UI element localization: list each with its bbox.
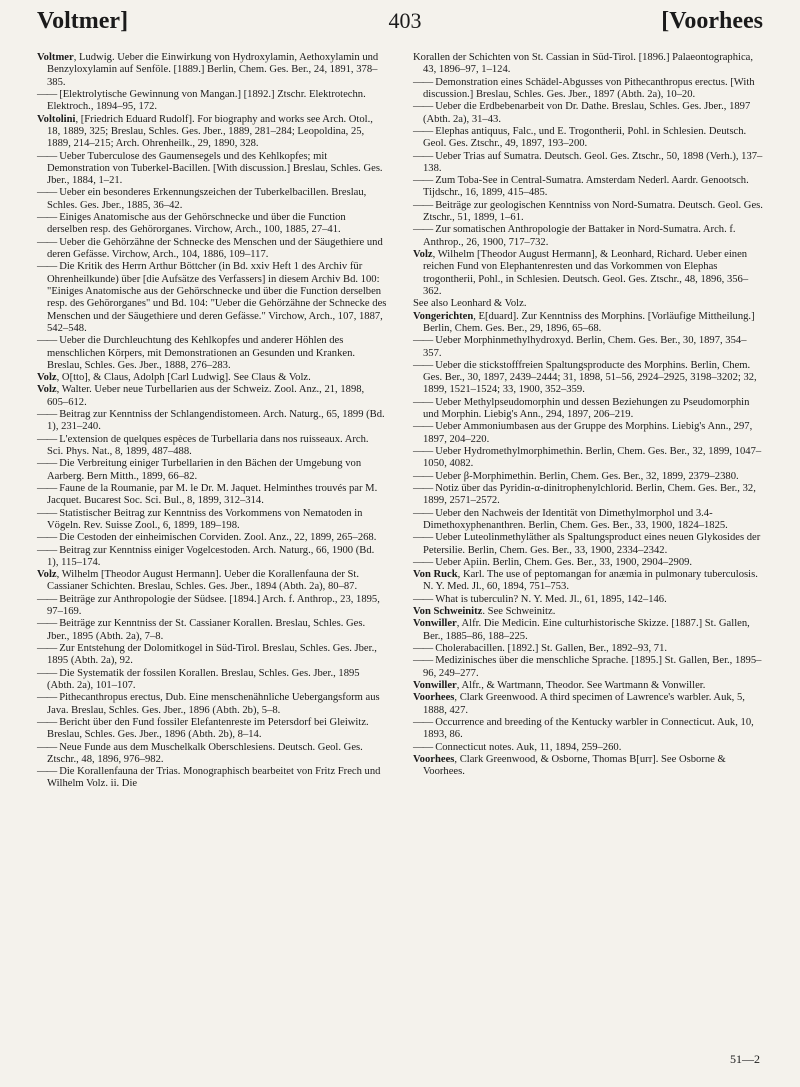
bibliography-entry: Volz, O[tto], & Claus, Adolph [Carl Ludwig]. See Claus & Volz. bbox=[37, 372, 311, 384]
entry-author: Voorhees bbox=[413, 753, 455, 765]
bibliography-subentry: —— Ueber den Nachweis der Identität von Dimethylmorphol und 3.4-Dimethoxyphenanthren. Berlin, Chem. Ges. Ber., 33, 1900, 1824–1825. bbox=[413, 508, 763, 533]
bibliography-subentry: —— Demonstration eines Schädel-Abgusses von Pithecanthropus erectus. [With discussion.] Breslau, Schles. Ges. Jber., 1897 (Abth. 2a), 10–20. bbox=[413, 77, 763, 102]
bibliography-subentry: —— Einiges Anatomische aus der Gehörschnecke und über die Function derselben resp. des Gehörorganes. Virchow, Arch., 100, 1885, 27–41. bbox=[37, 212, 387, 237]
bibliography-subentry: —— Die Kritik des Herrn Arthur Böttcher (in Bd. xxiv Heft 1 des Archiv für Ohrenheilkunde) über [die Aufsätze des Verfassers] in diesem Archiv Bd. 100: "Einiges Anatomische aus der Gehörschnecke und über die Function derselben resp. des Gehörorganes" und Bd. 104: "Ueber die Gehörzähne der Schnecke des Menschen und der Säugethiere und deren Gefässe." Virchow, Arch., 107, 1887, 542–548. bbox=[37, 261, 387, 335]
entry-author: Voltolini bbox=[37, 113, 76, 125]
bibliography-subentry: —— What is tuberculin? N. Y. Med. Jl., 61, 1895, 142–146. bbox=[413, 594, 763, 606]
bibliography-subentry: —— Medizinisches über die menschliche Sprache. [1895.] St. Gallen, Ber., 1895–96, 249–277. bbox=[413, 655, 763, 680]
entry-author: Voorhees bbox=[413, 692, 455, 704]
bibliography-entry: Voltolini, [Friedrich Eduard Rudolf]. For biography and works see Arch. Otol., 18, 1889, 325; Breslau, Schles. Ges. Jber., 1889, 281–284; Leopoldina, 25, 1889, 214–215; Arch. Ohrenheilk., 29, 1890, 328. bbox=[37, 113, 373, 150]
bibliography-entry: Voorhees, Clark Greenwood. A third specimen of Lawrence's warbler. Auk, 5, 1888, 427. bbox=[413, 692, 745, 716]
bibliography-subentry: —— Ueber Tuberculose des Gaumensegels und des Kehlkopfes; mit Demonstration von Tuberkel-Bacillen. [With discussion.] Breslau, Schles. Ges. Jber., 1884, 1–21. bbox=[37, 151, 387, 188]
bibliography-entry: Voorhees, Clark Greenwood, & Osborne, Thomas B[urr]. See Osborne & Voorhees. bbox=[413, 753, 726, 778]
bibliography-subentry: —— Notiz über das Pyridin-α-dinitrophenylchlorid. Berlin, Chem. Ges. Ber., 32, 1899, 2571–2572. bbox=[413, 483, 763, 508]
bibliography-subentry: —— Faune de la Roumanie, par M. le Dr. M. Jaquet. Helminthes trouvés par M. Jacquet. Bucarest Soc. Sci. Bul., 8, 1899, 312–314. bbox=[37, 483, 387, 508]
entry-author: Volz bbox=[37, 569, 57, 581]
bibliography-subentry: —— Ueber Methylpseudomorphin und dessen Beziehungen zu Pseudomorphin und Morphin. Liebig's Ann., 294, 1897, 206–219. bbox=[413, 397, 763, 422]
bibliography-entry: Volz, Wilhelm [Theodor August Hermann]. Ueber die Korallenfauna der St. Cassianer Schichten. Breslau, Schles. Ges. Jber., 1894 (Abth. 2a), 80–87. bbox=[37, 569, 360, 593]
bibliography-subentry: —— Ueber Trias auf Sumatra. Deutsch. Geol. Ges. Ztschr., 50, 1898 (Verh.), 137–138. bbox=[413, 151, 763, 176]
signature-mark: 51—2 bbox=[730, 1052, 760, 1066]
bibliography-subentry: —— Cholerabacillen. [1892.] St. Gallen, Ber., 1892–93, 71. bbox=[413, 643, 763, 655]
bibliography-subentry: —— Beiträge zur Anthropologie der Südsee. [1894.] Arch. f. Anthrop., 23, 1895, 97–169. bbox=[37, 594, 387, 619]
left-column bbox=[37, 52, 387, 791]
bibliography-subentry: —— Ueber die Erdbebenarbeit von Dr. Dathe. Breslau, Schles. Ges. Jber., 1897 (Abth. 2a), 31–43. bbox=[413, 101, 763, 126]
bibliography-subentry: —— Ueber Morphinmethylhydroxyd. Berlin, Chem. Ges. Ber., 30, 1897, 354–357. bbox=[413, 335, 763, 360]
entry-author: Voltmer bbox=[37, 52, 74, 63]
header-right: [Voorhees bbox=[661, 8, 763, 34]
bibliography-subentry: —— Beitrag zur Kenntniss einiger Vogelcestoden. Arch. Naturg., 66, 1900 (Bd. 1), 115–174. bbox=[37, 545, 387, 570]
entry-author: Volz bbox=[413, 249, 433, 260]
entry-author: Vongerichten bbox=[413, 310, 474, 322]
entry-author: Volz bbox=[37, 384, 57, 396]
bibliography-subentry: —— Beitrag zur Kenntniss der Schlangendistomeen. Arch. Naturg., 65, 1899 (Bd. 1), 231–240. bbox=[37, 409, 387, 434]
bibliography-entry: See also Leonhard & Volz. bbox=[413, 298, 527, 310]
bibliography-entry: Korallen der Schichten von St. Cassian in Süd-Tirol. [1896.] Palaeontographica, 43, 1896–97, 1–124. bbox=[413, 52, 754, 76]
bibliography-subentry: —— Beiträge zur geologischen Kenntniss von Nord-Sumatra. Deutsch. Geol. Ges. Ztschr., 51, 1899, 1–61. bbox=[413, 200, 763, 225]
bibliography-subentry: —— Beiträge zur Kenntniss der St. Cassianer Korallen. Breslau, Schles. Ges. Jber., 1895 (Abth. 2a), 7–8. bbox=[37, 618, 387, 643]
right-column bbox=[413, 52, 763, 778]
bibliography-subentry: —— Statistischer Beitrag zur Kenntniss des Vorkommens von Nematoden in Vögeln. Rev. Suisse Zool., 6, 1899, 189–198. bbox=[37, 508, 387, 533]
bibliography-subentry: —— Pithecanthropus erectus, Dub. Eine menschenähnliche Uebergangsform aus Java. Breslau, Schles. Ges. Jber., 1896 (Abth. 2b), 5–8. bbox=[37, 692, 387, 717]
bibliography-subentry: —— Die Cestoden der einheimischen Corviden. Zool. Anz., 22, 1899, 265–268. bbox=[37, 532, 387, 544]
bibliography-subentry: —— Zum Toba-See in Central-Sumatra. Amsterdam Nederl. Aardr. Genootsch. Tijdschr., 16, 1899, 415–485. bbox=[413, 175, 763, 200]
page-number: 403 bbox=[388, 8, 422, 33]
bibliography-subentry: —— [Elektrolytische Gewinnung von Mangan.] [1892.] Ztschr. Elektrotechn. Elektroch., 1894–95, 172. bbox=[37, 89, 387, 114]
bibliography-entry: Von Ruck, Karl. The use of peptomangan for anæmia in pulmonary tuberculosis. N. Y. Med. Jl., 60, 1894, 751–753. bbox=[413, 569, 758, 593]
running-header bbox=[0, 0, 800, 48]
bibliography-subentry: —— Zur Entstehung der Dolomitkogel in Süd-Tirol. Breslau, Schles. Ges. Jber., 1895 (Abth. 2a), 92. bbox=[37, 643, 387, 668]
bibliography-subentry: —— Die Korallenfauna der Trias. Monographisch bearbeitet von Fritz Frech und Wilhelm Volz. ii. Die bbox=[37, 766, 387, 791]
bibliography-entry: Vongerichten, E[duard]. Zur Kenntniss des Morphins. [Vorläufige Mittheilung.] Berlin, Chem. Ges. Ber., 29, 1896, 65–68. bbox=[413, 310, 755, 334]
bibliography-entry: Von Schweinitz. See Schweinitz. bbox=[413, 606, 556, 618]
bibliography-entry: Volz, Walter. Ueber neue Turbellarien aus der Schweiz. Zool. Anz., 21, 1898, 605–612. bbox=[37, 384, 365, 408]
bibliography-subentry: —— Bericht über den Fund fossiler Elefantenreste im Petersdorf bei Gleiwitz. Breslau, Schles. Ges. Jber., 1896 (Abth. 2b), 8–14. bbox=[37, 717, 387, 742]
entry-author: Vonwiller bbox=[413, 618, 457, 630]
header-left: Voltmer] bbox=[37, 8, 129, 34]
bibliography-subentry: —— Connecticut notes. Auk, 11, 1894, 259–260. bbox=[413, 742, 763, 754]
bibliography-subentry: —— Ueber Apiin. Berlin, Chem. Ges. Ber., 33, 1900, 2904–2909. bbox=[413, 557, 763, 569]
bibliography-subentry: —— Ueber ein besonderes Erkennungszeichen der Tuberkelbacillen. Breslau, Schles. Ges. Jber., 1885, 36–42. bbox=[37, 187, 387, 212]
bibliography-subentry: —— Ueber die Durchleuchtung des Kehlkopfes und anderer Höhlen des menschlichen Körpers, mit Demonstrationen an Gesunden und Kranken. Breslau, Schles. Ges. Jber., 1888, 276–283. bbox=[37, 335, 387, 372]
entry-author: Volz bbox=[37, 372, 57, 384]
bibliography-entry: Volz, Wilhelm [Theodor August Hermann], & Leonhard, Richard. Ueber einen reichen Fund von Elephantenresten und das Vorkommen von Elephas trogontherii, Pohl., in Schlesien. Deutsch. Geol. Ges. Ztschr., 48, 1896, 356–362. bbox=[413, 249, 749, 297]
bibliography-subentry: —— Die Systematik der fossilen Korallen. Breslau, Schles. Ges. Jber., 1895 (Abth. 2a), 101–107. bbox=[37, 668, 387, 693]
bibliography-entry: Vonwiller, Alfr. Die Medicin. Eine culturhistorische Skizze. [1887.] St. Gallen, Ber., 1885–86, 188–225. bbox=[413, 618, 750, 642]
entry-author: Von Schweinitz bbox=[413, 606, 483, 618]
entry-author: Von Ruck bbox=[413, 569, 458, 581]
bibliography-subentry: —— Ueber Hydromethylmorphimethin. Berlin, Chem. Ges. Ber., 32, 1899, 1047–1050, 4082. bbox=[413, 446, 763, 471]
bibliography-subentry: —— Ueber die stickstofffreien Spaltungsproducte des Morphins. Berlin, Chem. Ges. Ber., 30, 1897, 2439–2444; 31, 1898, 51–56, 2924–2925, 3198–3202; 32, 1899, 1521–1524; 33, 1900, 352–359. bbox=[413, 360, 763, 397]
entry-author: Vonwiller bbox=[413, 679, 457, 691]
bibliography-subentry: —— Neue Funde aus dem Muschelkalk Oberschlesiens. Deutsch. Geol. Ges. Ztschr., 48, 1896, 976–982. bbox=[37, 742, 387, 767]
bibliography-subentry: —— Ueber die Gehörzähne der Schnecke des Menschen und der Säugethiere und deren Gefässe. Virchow, Arch., 104, 1886, 109–117. bbox=[37, 237, 387, 262]
bibliography-subentry: —— Ueber β-Morphimethin. Berlin, Chem. Ges. Ber., 32, 1899, 2379–2380. bbox=[413, 471, 763, 483]
bibliography-subentry: —— Ueber Ammoniumbasen aus der Gruppe des Morphins. Liebig's Ann., 297, 1897, 204–220. bbox=[413, 421, 763, 446]
bibliography-entry: Voltmer, Ludwig. Ueber die Einwirkung von Hydroxylamin, Aethoxylamin und Benzyloxylamin auf Senföle. [1889.] Berlin, Chem. Ges. Ber., 24, 1891, 378–385. bbox=[37, 52, 379, 88]
bibliography-subentry: —— Die Verbreitung einiger Turbellarien in den Bächen der Umgebung von Aarberg. Bern Mitth., 1899, 66–82. bbox=[37, 458, 387, 483]
bibliography-subentry: —— Elephas antiquus, Falc., und E. Trogontherii, Pohl. in Schlesien. Deutsch. Geol. Ges. Ztschr., 49, 1897, 193–200. bbox=[413, 126, 763, 151]
bibliography-subentry: —— L'extension de quelques espèces de Turbellaria dans nos ruisseaux. Arch. Sci. Phys. Nat., 8, 1899, 487–488. bbox=[37, 434, 387, 459]
bibliography-subentry: —— Ueber Luteolinmethyläther als Spaltungsproduct eines neuen Glykosides der Petersilie. Berlin, Chem. Ges. Ber., 33, 1900, 2334–2342. bbox=[413, 532, 763, 557]
bibliography-subentry: —— Occurrence and breeding of the Kentucky warbler in Connecticut. Auk, 10, 1893, 86. bbox=[413, 717, 763, 742]
bibliography-entry: Vonwiller, Alfr., & Wartmann, Theodor. See Wartmann & Vonwiller. bbox=[413, 679, 706, 691]
bibliography-subentry: —— Zur somatischen Anthropologie der Battaker in Nord-Sumatra. Arch. f. Anthrop., 26, 1900, 717–732. bbox=[413, 224, 763, 249]
